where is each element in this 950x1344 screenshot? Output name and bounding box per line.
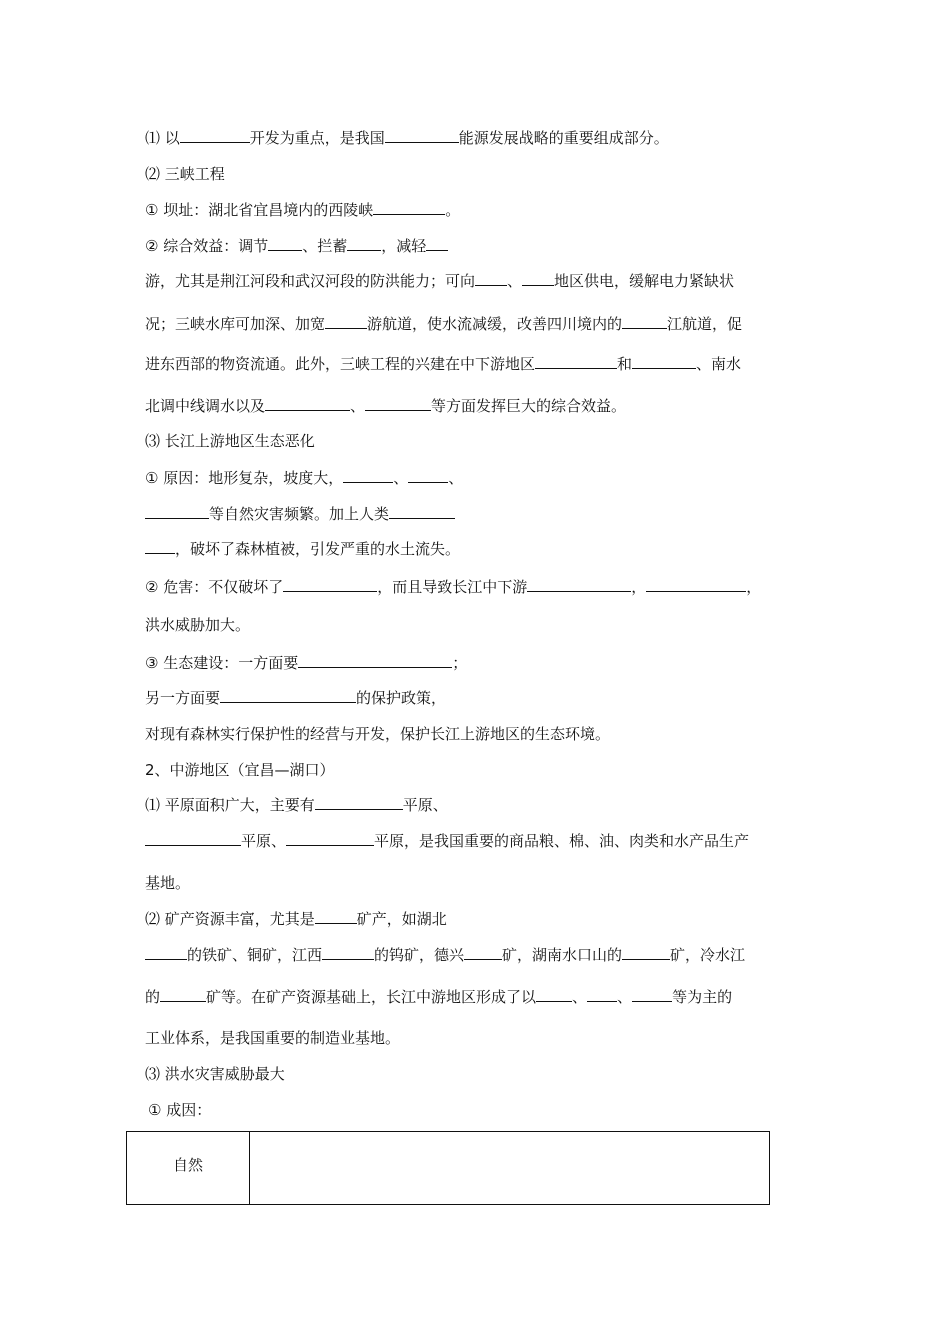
line-minerals-1: ⑵ 矿产资源丰富，尤其是 矿产，如湖北 bbox=[145, 910, 447, 928]
line-flood-threat: 洪水威胁加大。 bbox=[145, 616, 251, 634]
line-navigation: 况；三峡水库可加深、加宽 游航道，使水流减缓，改善四川境内的 江航道，促 bbox=[145, 315, 743, 333]
blank-answer[interactable] bbox=[587, 987, 617, 1002]
line-plains-1: ⑴ 平原面积广大，主要有 平原、 bbox=[145, 796, 448, 814]
line-flood-power: 游，尤其是荆江河段和武汉河段的防洪能力；可向 、 地区供电，缓解电力紧缺状 bbox=[145, 272, 735, 290]
blank-answer[interactable] bbox=[389, 504, 455, 519]
blank-answer[interactable] bbox=[322, 945, 374, 960]
table-row bbox=[127, 1132, 770, 1205]
line-dam-site: ① 坝址：湖北省宜昌境内的西陵峡 。 bbox=[145, 201, 461, 219]
blank-answer[interactable] bbox=[622, 945, 670, 960]
blank-answer[interactable] bbox=[298, 653, 452, 668]
line-industry: 工业体系，是我国重要的制造业基地。 bbox=[145, 1029, 401, 1047]
heading-three-gorges: ⑵ 三峡工程 bbox=[145, 165, 225, 183]
cause-table bbox=[126, 1131, 770, 1205]
blank-answer[interactable] bbox=[180, 128, 250, 143]
line-hydropower: ⑴ 以 开发为重点，是我国 能源发展战略的重要组成部分。 bbox=[145, 129, 669, 147]
blank-answer[interactable] bbox=[536, 987, 572, 1002]
line-minerals-2: 的铁矿、铜矿，江西 的钨矿，德兴 矿，湖南水口山的 矿，冷水江 bbox=[145, 945, 745, 965]
heading-upper-ecology: ⑶ 长江上游地区生态恶化 bbox=[145, 432, 315, 450]
line-water-transfer: 北调中线调水以及 、 等方面发挥巨大的综合效益。 bbox=[145, 397, 627, 415]
heading-middle-reaches: 2、中游地区（宜昌—湖口） bbox=[145, 761, 335, 779]
heading-flood-hazard: ⑶ 洪水灾害威胁最大 bbox=[145, 1065, 285, 1083]
blank-answer[interactable] bbox=[632, 354, 696, 369]
blank-answer[interactable] bbox=[408, 468, 448, 483]
line-erosion: ，破坏了森林植被，引发严重的水土流失。 bbox=[145, 539, 460, 559]
blank-answer[interactable] bbox=[268, 236, 302, 251]
line-causes: ① 原因：地形复杂，坡度大， 、 、 bbox=[145, 469, 464, 487]
blank-answer[interactable] bbox=[315, 909, 357, 924]
blank-answer[interactable] bbox=[220, 688, 356, 703]
blank-answer[interactable] bbox=[265, 396, 350, 411]
line-minerals-3: 的 矿等。在矿产资源基础上，长江中游地区形成了以 、 、 等为主的 bbox=[145, 988, 733, 1006]
blank-answer[interactable] bbox=[283, 577, 377, 592]
row-label-natural: 自然 bbox=[127, 1132, 250, 1205]
line-disasters: 等自然灾害频繁。加上人类 bbox=[145, 504, 455, 524]
line-eco-build-1: ③ 生态建设：一方面要 ； bbox=[145, 654, 468, 672]
blank-answer[interactable] bbox=[632, 987, 672, 1002]
line-eco-build-2: 另一方面要 的保护政策， bbox=[145, 689, 447, 707]
blank-answer[interactable] bbox=[315, 795, 403, 810]
blank-answer[interactable] bbox=[475, 271, 507, 286]
line-harm: ② 危害：不仅破坏了 ，而且导致长江中下游 ， ， bbox=[145, 578, 762, 596]
line-benefits: ② 综合效益：调节 、拦蓄 ，减轻 bbox=[145, 236, 448, 256]
line-cause-label: ① 成因： bbox=[148, 1101, 212, 1119]
blank-answer[interactable] bbox=[145, 504, 209, 519]
blank-answer[interactable] bbox=[522, 271, 554, 286]
blank-answer[interactable] bbox=[286, 831, 374, 846]
blank-answer[interactable] bbox=[145, 831, 241, 846]
blank-answer[interactable] bbox=[464, 945, 502, 960]
blank-answer[interactable] bbox=[373, 200, 445, 215]
blank-answer[interactable] bbox=[385, 128, 459, 143]
blank-answer[interactable] bbox=[646, 577, 746, 592]
blank-answer[interactable] bbox=[325, 314, 367, 329]
line-forest-protection: 对现有森林实行保护性的经营与开发，保护长江上游地区的生态环境。 bbox=[145, 725, 611, 743]
answer-cell[interactable] bbox=[250, 1132, 770, 1205]
blank-answer[interactable] bbox=[145, 945, 187, 960]
blank-answer[interactable] bbox=[622, 314, 667, 329]
blank-answer[interactable] bbox=[535, 354, 617, 369]
blank-answer[interactable] bbox=[160, 987, 206, 1002]
line-base: 基地。 bbox=[145, 874, 191, 892]
blank-answer[interactable] bbox=[426, 236, 448, 251]
blank-answer[interactable] bbox=[145, 539, 175, 554]
blank-answer[interactable] bbox=[347, 236, 381, 251]
line-plains-2: 平原、 平原，是我国重要的商品粮、棉、油、肉类和水产品生产 bbox=[145, 831, 749, 851]
blank-answer[interactable] bbox=[365, 396, 431, 411]
blank-answer[interactable] bbox=[343, 468, 393, 483]
line-middle-lower: 进东西部的物资流通。此外，三峡工程的兴建在中下游地区 和 、南水 bbox=[145, 355, 742, 373]
blank-answer[interactable] bbox=[527, 577, 631, 592]
